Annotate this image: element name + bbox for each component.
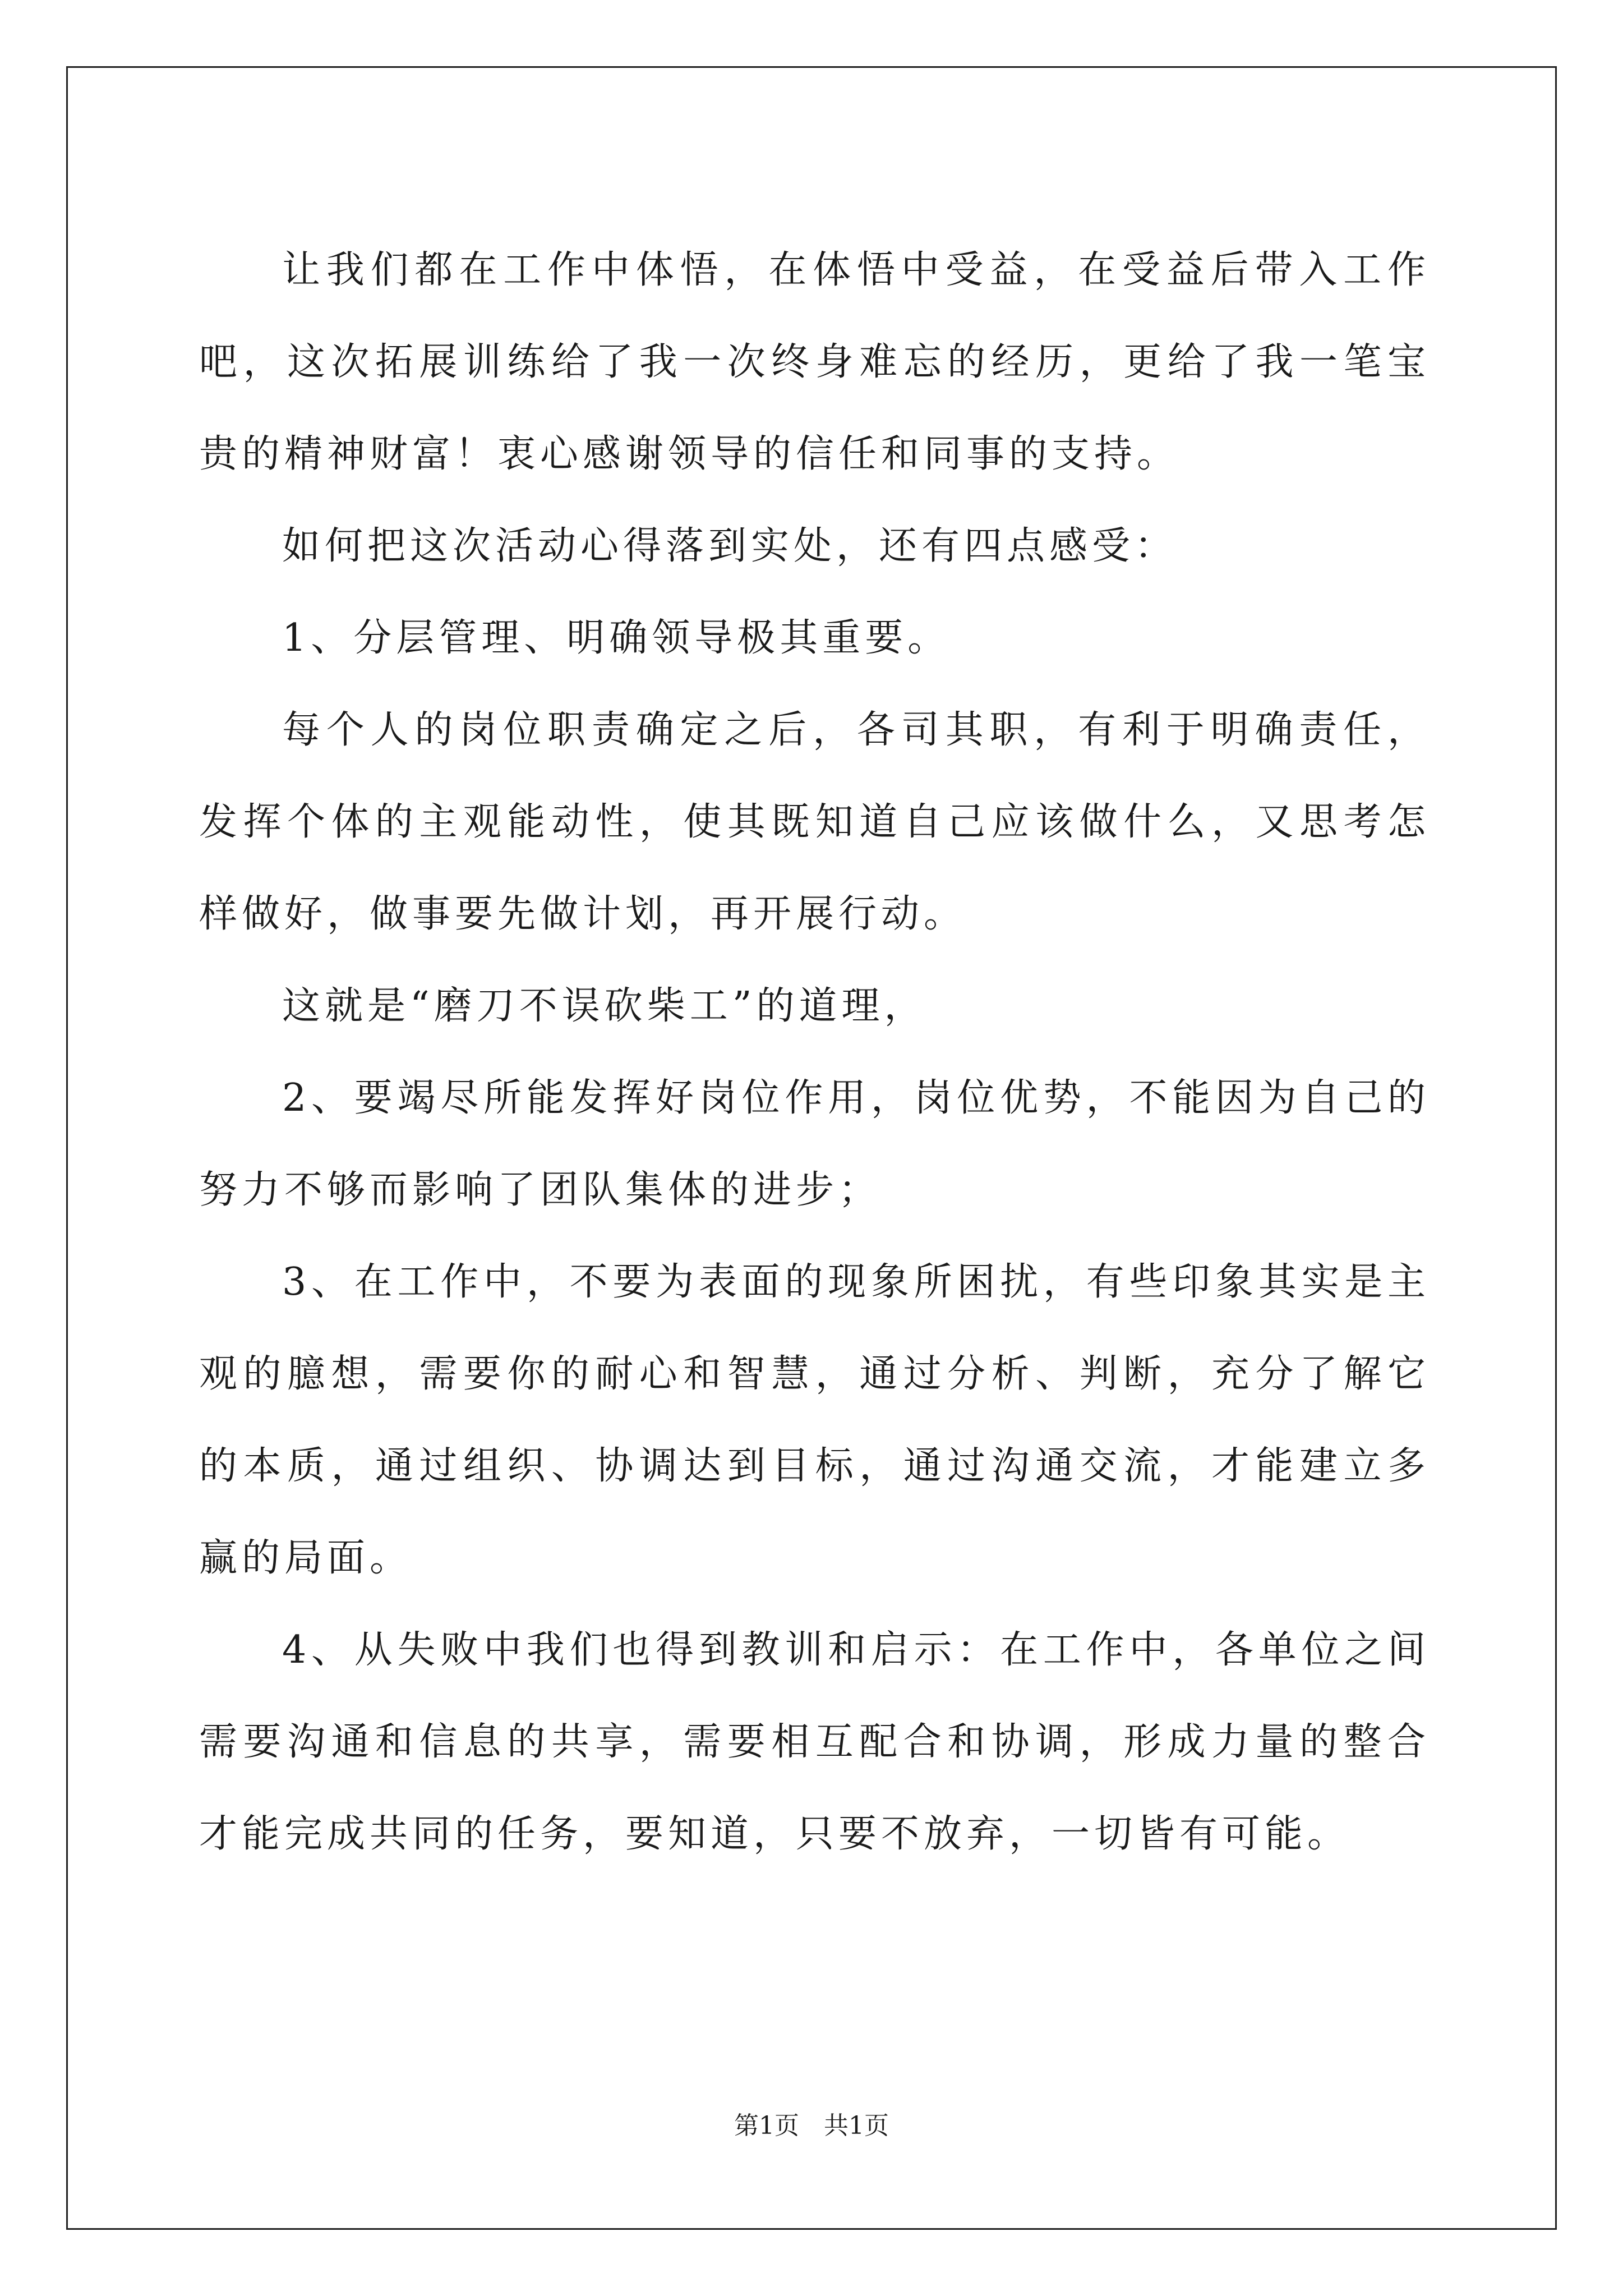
paragraph: 这就是“磨刀不误砍柴工”的道理， [282, 984, 927, 1028]
paragraph: 让我们都在工作中体悟，在体悟中受益，在受益后带入工作吧，这次拓展训练给了我一次终身难忘的经历，更给了我一笔宝贵的精神财富！衷心感谢领导的信任和同事的支持。 [199, 248, 1430, 476]
paragraph: 2、要竭尽所能发挥好岗位作用，岗位优势，不能因为自己的努力不够而影响了团队集体的进步； [199, 1076, 1430, 1212]
paragraph: 3、在工作中，不要为表面的现象所困扰，有些印象其实是主观的臆想，需要你的耐心和智慧，通过分析、判断，充分了解它的本质，通过组织、协调达到目标，通过沟通交流，才能建立多赢的局面。 [199, 1260, 1430, 1580]
page-total: 共1页 [824, 2111, 889, 2140]
paragraph: 1、分层管理、明确领导极其重要。 [282, 616, 951, 660]
paragraph: 如何把这次活动心得落到实处，还有四点感受： [282, 524, 1178, 568]
page-number: 第1页 [734, 2111, 799, 2140]
paragraph: 每个人的岗位职责确定之后，各司其职，有利于明确责任，发挥个体的主观能动性，使其既知道自己应该做什么，又思考怎样做好，做事要先做计划，再开展行动。 [199, 708, 1430, 936]
document-body [199, 224, 1430, 1880]
page-footer [0, 2109, 1623, 2143]
paragraph: 4、从失败中我们也得到教训和启示：在工作中，各单位之间需要沟通和信息的共享，需要相互配合和协调，形成力量的整合才能完成共同的任务，要知道，只要不放弃，一切皆有可能。 [199, 1628, 1430, 1856]
